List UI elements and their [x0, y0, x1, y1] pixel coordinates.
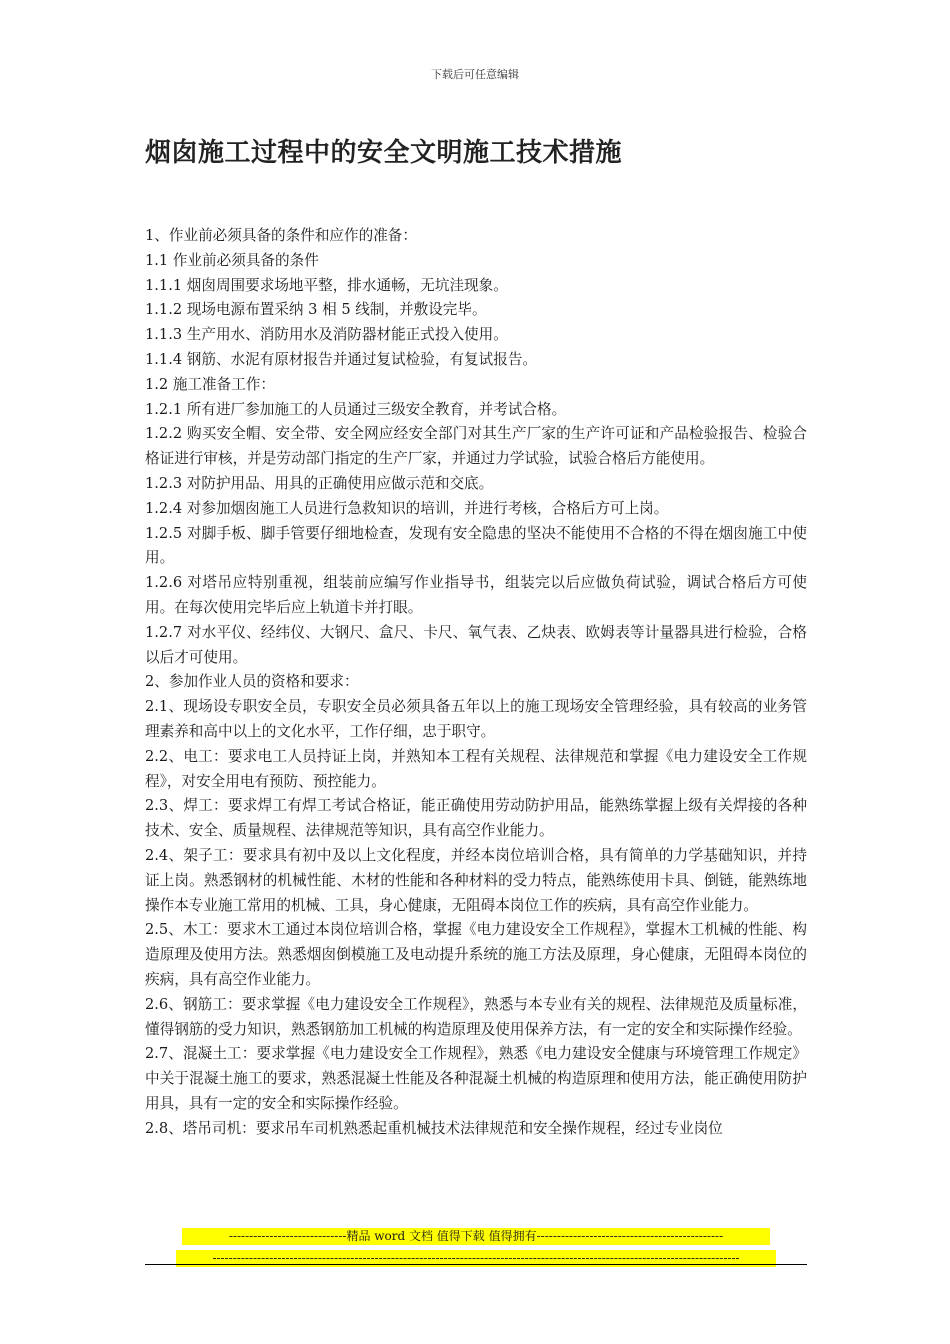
paragraph: 1.1.4 钢筋、水泥有原材报告并通过复试检验，有复试报告。 [145, 350, 538, 368]
paragraph: 2.4、架子工：要求具有初中及以上文化程度，并经本岗位培训合格，具有简单的力学基础知识，并持证上岗。熟悉钢材的机械性能、木材的性能和各种材料的受力特点，能熟练使用卡具、倒链，能熟练地操作本专业施工常用的机械、工具，身心健康，无阻碍本岗位工作的疾病，具有高空作业能力。 [145, 846, 807, 914]
paragraph: 2.3、焊工：要求焊工有焊工考试合格证，能正确使用劳动防护用品，能熟练掌握上级有关焊接的各种技术、安全、质量规程、法律规范等知识，具有高空作业能力。 [145, 797, 807, 840]
document-title: 烟囱施工过程中的安全文明施工技术措施 [145, 138, 623, 168]
page-header: 下载后可任意编辑 [431, 68, 519, 81]
footer-banner-line: -----------------------------精品 word 文档 值得下载 值得拥有---------------------------------------------- [182, 1228, 770, 1245]
paragraph: 1.2 施工准备工作： [145, 375, 276, 393]
paragraph: 1.2.3 对防护用品、用具的正确使用应做示范和交底。 [145, 474, 494, 492]
paragraph: 1.2.7 对水平仪、经纬仪、大钢尺、盒尺、卡尺、氧气表、乙炔表、欧姆表等计量器具进行检验，合格以后才可使用。 [145, 623, 807, 666]
paragraph: 1.2.1 所有进厂参加施工的人员通过三级安全教育，并考试合格。 [145, 400, 567, 418]
paragraph: 1.2.6 对塔吊应特别重视，组装前应编写作业指导书，组装完以后应做负荷试验，调试合格后方可使用。在每次使用完毕后应上轨道卡并打眼。 [145, 574, 807, 616]
paragraph: 2.6、钢筋工：要求掌握《电力建设安全工作规程》，熟悉与本专业有关的规程、法律规范及质量标准，懂得钢筋的受力知识，熟悉钢筋加工机械的构造原理及使用保养方法，有一定的安全和实际操作经验。 [145, 995, 807, 1038]
paragraph: 1.1.2 现场电源布置采纳 3 相 5 线制，并敷设完毕。 [145, 301, 487, 319]
paragraph: 1.2.2 购买安全帽、安全带、安全网应经安全部门对其生产厂家的生产许可证和产品检验报告、检验合格证进行审核，并是劳动部门指定的生产厂家，并通过力学试验，试验合格后方能使用。 [145, 425, 807, 468]
paragraph: 1.2.4 对参加烟囱施工人员进行急救知识的培训，并进行考核，合格后方可上岗。 [145, 499, 669, 517]
paragraph: 1.1.1 烟囱周围要求场地平整，排水通畅，无坑洼现象。 [145, 276, 508, 294]
paragraph: 2.5、木工：要求木工通过本岗位培训合格，掌握《电力建设安全工作规程》，掌握木工机械的性能、构造原理及使用方法。熟悉烟囱倒模施工及电动提升系统的施工方法及原理，身心健康，无阻碍本岗位的疾病，具有高空作业能力。 [145, 921, 807, 988]
paragraph: 1.1 作业前必须具备的条件 [145, 251, 319, 269]
paragraph: 1.2.5 对脚手板、脚手管要仔细地检查，发现有安全隐患的坚决不能使用不合格的不得在烟囱施工中使用。 [145, 524, 807, 567]
footer-banner [145, 1228, 807, 1272]
paragraph: 2.8、塔吊司机：要求吊车司机熟悉起重机械技术法律规范和安全操作规程，经过专业岗位 [145, 1119, 723, 1137]
paragraph: 2.1、现场设专职安全员，专职安全员必须具备五年以上的施工现场安全管理经验，具有较高的业务管理素养和高中以上的文化水平，工作仔细，忠于职守。 [145, 698, 807, 740]
paragraph: 2.2、电工：要求电工人员持证上岗，并熟知本工程有关规程、法律规范和掌握《电力建设安全工作规程》，对安全用电有预防、预控能力。 [145, 747, 807, 790]
paragraph: 1、作业前必须具备的条件和应作的准备： [145, 227, 417, 244]
paragraph: 2.7、混凝土工：要求掌握《电力建设安全工作规程》，熟悉《电力建设安全健康与环境管理工作规定》中关于混凝土施工的要求，熟悉混凝土性能及各种混凝土机械的构造原理和使用方法，能正确使用防护用具，具有一定的安全和实际操作经验。 [145, 1045, 807, 1112]
document-body [145, 224, 807, 1141]
footer-divider [145, 1264, 807, 1265]
paragraph: 1.1.3 生产用水、消防用水及消防器材能正式投入使用。 [145, 326, 508, 344]
footer-banner-line: ---------------------------------------------------------------------------------------------------------------------------------- [176, 1250, 776, 1267]
paragraph: 2、参加作业人员的资格和要求： [145, 673, 359, 691]
